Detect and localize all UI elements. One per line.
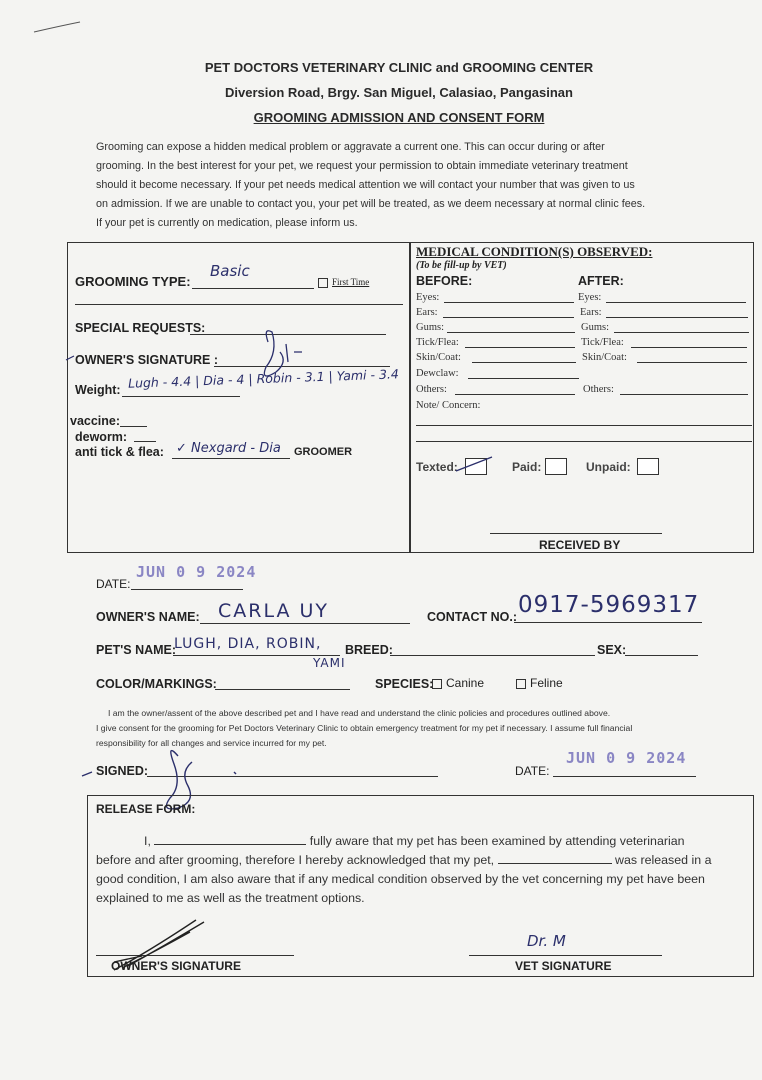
sex-line[interactable] — [625, 655, 698, 656]
release-line-1: fully aware that my pet has been examined by attending veterinarian — [309, 834, 685, 848]
release-line-4: explained to me as well as the treatment options. — [96, 891, 365, 905]
feline-option[interactable] — [516, 676, 563, 690]
clinic-address: Diversion Road, Brgy. San Miguel, Calasiao, Pangasinan — [225, 85, 573, 100]
breed-label: BREED: — [345, 643, 393, 657]
intro-line: on admission. If we are unable to contact you, your pet will be treated, as we deem necessary at normal clinic fees. — [96, 198, 646, 210]
paid-checkbox[interactable] — [545, 458, 567, 475]
deworm-line[interactable] — [134, 441, 156, 442]
vet-initial: Dr. M — [527, 932, 566, 950]
dewclaw-line[interactable] — [468, 378, 579, 379]
after-gums-label: Gums: — [581, 322, 610, 333]
owner-signature-label: OWNER'S SIGNATURE : — [75, 353, 219, 367]
release-line-3: good condition, I am also aware that if any medical condition observed by the vet concerning my pet have been — [96, 872, 705, 886]
contact-value[interactable]: 0917-5969317 — [518, 592, 700, 618]
after-skincoat-line[interactable] — [637, 362, 747, 363]
canine-checkbox[interactable] — [432, 679, 442, 689]
before-tickflea-line[interactable] — [465, 347, 575, 348]
contact-label: CONTACT NO.: — [427, 610, 518, 624]
anti-tick-value[interactable]: ✓ Nexgard - Dia — [176, 441, 281, 456]
after-eyes-label: Eyes: — [578, 292, 602, 303]
before-ears-label: Ears: — [416, 307, 438, 318]
first-time-checkbox[interactable] — [318, 277, 369, 288]
clinic-name: PET DOCTORS VETERINARY CLINIC and GROOMING CENTER — [204, 60, 594, 75]
sex-label: SEX: — [597, 643, 627, 657]
before-others-line[interactable] — [455, 394, 575, 395]
canine-label: Canine — [446, 676, 485, 690]
first-time-box[interactable] — [318, 278, 328, 288]
pet-name-label: PET'S NAME: — [96, 643, 177, 657]
breed-line[interactable] — [390, 655, 595, 656]
received-by-line[interactable] — [490, 533, 662, 534]
owner-name-line[interactable] — [200, 623, 410, 624]
after-gums-line[interactable] — [614, 332, 749, 333]
grooming-type-value[interactable]: Basic — [210, 262, 250, 280]
note-concern-label: Note/ Concern: — [416, 400, 481, 411]
after-eyes-line[interactable] — [606, 302, 746, 303]
date-stamp: JUN 0 9 2024 — [136, 563, 257, 581]
before-label: BEFORE: — [416, 274, 473, 288]
before-gums-line[interactable] — [447, 332, 575, 333]
grooming-type-label: GROOMING TYPE: — [75, 274, 191, 289]
paid-label: Paid: — [512, 460, 542, 474]
after-others-line[interactable] — [620, 394, 748, 395]
after-skincoat-label: Skin/Coat: — [582, 352, 627, 363]
signed-date-line[interactable] — [553, 776, 696, 777]
pen-mark-icon — [30, 18, 90, 38]
signed-date-stamp: JUN 0 9 2024 — [566, 749, 687, 767]
release-name-blank[interactable] — [154, 844, 306, 845]
before-skincoat-line[interactable] — [472, 362, 576, 363]
intro-line: grooming. In the best interest for your pet, we request your permission to obtain immediate veterinary treatment — [96, 160, 628, 172]
after-tickflea-label: Tick/Flea: — [581, 337, 624, 348]
check-mark-icon — [452, 453, 498, 477]
first-time-label: First Time — [332, 277, 370, 287]
color-markings-line[interactable] — [215, 689, 350, 690]
weight-value[interactable]: Lugh - 4.4 | Dia - 4 | Robin - 3.1 | Yami - 3.4 — [127, 366, 400, 391]
before-eyes-label: Eyes: — [416, 292, 440, 303]
consent-line: responsibility for all changes and service incurred for my pet. — [96, 738, 327, 748]
intro-paragraph — [96, 138, 704, 233]
weight-line[interactable] — [122, 396, 240, 397]
unpaid-label: Unpaid: — [586, 460, 631, 474]
note-line-2[interactable] — [416, 441, 752, 442]
vet-sig-label: VET SIGNATURE — [515, 959, 612, 973]
owner-name-label: OWNER'S NAME: — [96, 610, 200, 624]
before-gums-label: Gums: — [416, 322, 445, 333]
pet-name-value-2[interactable]: YAMI — [313, 656, 346, 670]
medical-subtitle: (To be fill-up by VET) — [416, 260, 507, 271]
signed-label: SIGNED: — [96, 764, 149, 778]
consent-line: I am the owner/assent of the above described pet and I have read and understand the clinic policies and procedures outlined above. — [108, 708, 611, 718]
after-label: AFTER: — [578, 274, 624, 288]
anti-tick-label: anti tick & flea: — [75, 445, 164, 459]
after-ears-line[interactable] — [606, 317, 748, 318]
groomer-label: GROOMER — [294, 446, 353, 458]
date-line[interactable] — [131, 589, 243, 590]
feline-checkbox[interactable] — [516, 679, 526, 689]
unpaid-checkbox[interactable] — [637, 458, 659, 475]
owner-name-value[interactable]: CARLA UY — [218, 600, 330, 622]
before-others-label: Others: — [416, 384, 447, 395]
received-by-label: RECEIVED BY — [539, 538, 621, 552]
release-text — [96, 832, 748, 908]
release-i: I, — [144, 834, 151, 848]
canine-option[interactable] — [432, 676, 484, 690]
after-others-label: Others: — [583, 384, 614, 395]
medical-title: MEDICAL CONDITION(S) OBSERVED: — [416, 244, 653, 259]
after-tickflea-line[interactable] — [631, 347, 747, 348]
feline-label: Feline — [530, 676, 563, 690]
after-ears-label: Ears: — [580, 307, 602, 318]
release-line-2a: before and after grooming, therefore I hereby acknowledged that my pet, — [96, 853, 495, 867]
date-label: DATE: — [96, 577, 131, 591]
intro-line: Grooming can expose a hidden medical problem or aggravate a current one. This can occur during or after — [96, 141, 605, 153]
vaccine-line[interactable] — [120, 426, 147, 427]
color-markings-label: COLOR/MARKINGS: — [96, 677, 217, 691]
dewclaw-label: Dewclaw: — [416, 368, 459, 379]
deworm-label: deworm: — [75, 430, 128, 444]
owner-sig-label: OWNER'S SIGNATURE — [111, 959, 241, 973]
pet-name-value[interactable]: LUGH, DIA, ROBIN, — [174, 636, 322, 652]
weight-label: Weight: — [75, 383, 121, 397]
release-pet-blank[interactable] — [498, 863, 612, 864]
contact-line[interactable] — [514, 622, 702, 623]
anti-tick-line[interactable] — [172, 458, 290, 459]
before-skincoat-label: Skin/Coat: — [416, 352, 461, 363]
special-requests-label: SPECIAL REQUESTS: — [75, 321, 206, 335]
grooming-type-line-2 — [75, 304, 403, 305]
release-title: RELEASE FORM: — [96, 802, 196, 816]
signed-date-label: DATE: — [515, 764, 550, 778]
texted-label: Texted: — [416, 460, 458, 474]
vet-sig-line[interactable] — [469, 955, 662, 956]
form-title: GROOMING ADMISSION AND CONSENT FORM — [253, 110, 545, 125]
intro-line: should it become necessary. If your pet needs medical attention we will contact your number that was given to us — [96, 179, 635, 191]
column-divider — [409, 243, 411, 552]
before-eyes-line[interactable] — [444, 302, 574, 303]
consent-line: I give consent for the grooming for Pet Doctors Veterinary Clinic to obtain emergency treatment for my pet if necessary. I assume full financial — [96, 723, 633, 733]
vaccine-label: vaccine: — [70, 414, 121, 428]
intro-line: If your pet is currently on medication, please inform us. — [96, 217, 358, 229]
species-label: SPECIES: — [375, 677, 434, 691]
before-ears-line[interactable] — [443, 317, 574, 318]
before-tickflea-label: Tick/Flea: — [416, 337, 459, 348]
grooming-type-line — [192, 288, 314, 289]
note-line-1[interactable] — [416, 425, 752, 426]
release-line-2b: was released in a — [615, 853, 712, 867]
